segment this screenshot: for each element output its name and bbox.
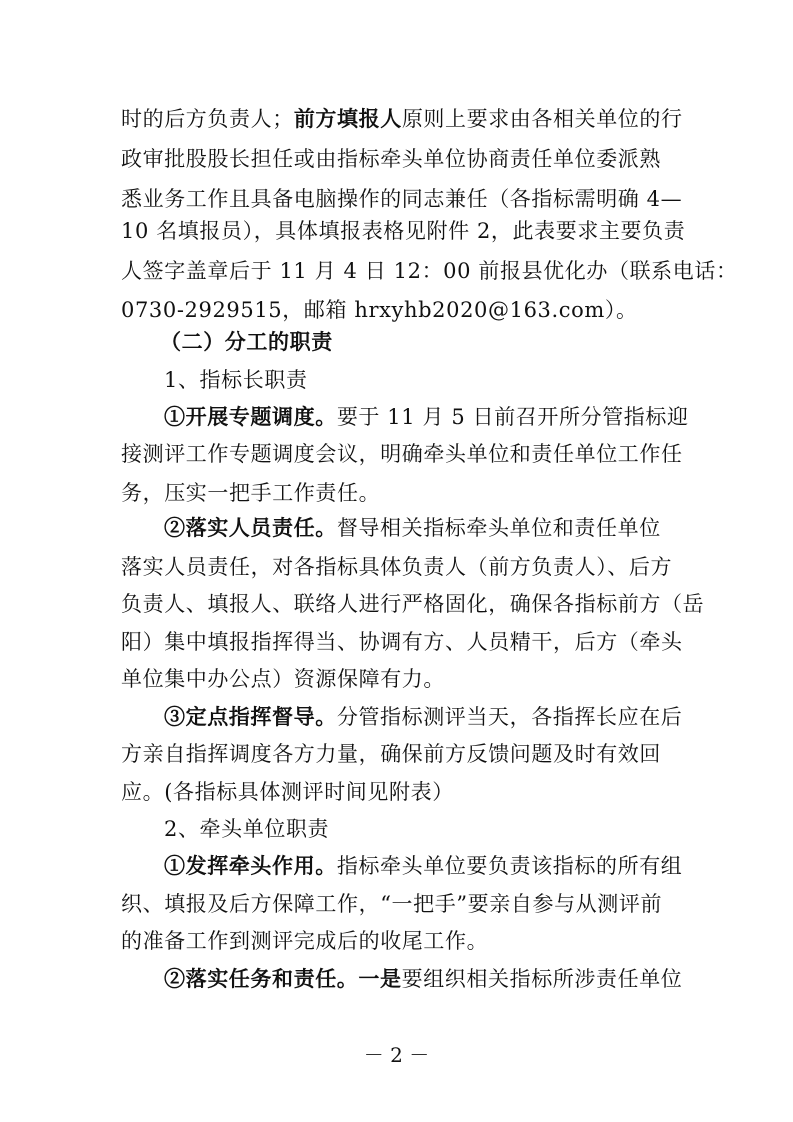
text-span: 要于 11 月 5 日前召开所分管指标迎	[336, 405, 689, 429]
text-line: 单位集中办公点）资源保障有力。	[121, 667, 445, 691]
bold-term: ②落实任务和责任。	[164, 966, 359, 991]
subsection-heading: 1、指标长职责	[164, 368, 308, 392]
text-line: 落实人员责任，对各指标具体负责人（前方负责人）、后方	[121, 555, 673, 579]
text-span: 要组织相关指标所涉责任单位	[401, 967, 683, 991]
text-line: 0730-2929515，邮箱 hrxyhb2020@163.com）。	[121, 298, 638, 322]
text-line: 织、填报及后方保障工作，“一把手”要亲自参与从测评前	[121, 892, 663, 916]
text-line: 方亲自指挥调度各方力量，确保前方反馈问题及时有效回	[121, 742, 661, 766]
text-span: 督导相关指标牵头单位和责任单位	[336, 516, 661, 540]
text-line	[164, 849, 682, 883]
text-line: 悉业务工作且具备电脑操作的同志兼任（各指标需明确 4—	[121, 187, 683, 211]
text-line: 阳）集中填报指挥得当、协调有方、人员精干，后方（牵头	[121, 630, 683, 654]
bold-term: 一是	[358, 966, 402, 991]
section-heading: （二）分工的职责	[160, 329, 333, 354]
text-line: 接测评工作专题调度会议，明确牵头单位和责任单位工作任	[121, 442, 683, 466]
text-line: 的准备工作到测评完成后的收尾工作。	[121, 929, 489, 953]
text-line	[121, 102, 683, 136]
text-line: 政审批股股长担任或由指标牵头单位协商责任单位委派熟	[121, 147, 661, 171]
text-line: 人签字盖章后于 11 月 4 日 12：00 前报县优化办（联系电话：	[121, 259, 738, 283]
text-line	[164, 511, 661, 545]
text-line	[164, 962, 682, 996]
bold-term: ①开展专题调度。	[164, 404, 337, 429]
text-span: 指标牵头单位要负责该指标的所有组	[336, 854, 683, 878]
text-line: 务，压实一把手工作责任。	[121, 481, 381, 505]
text-line: 负责人、填报人、联络人进行严格固化，确保各指标前方（岳	[121, 592, 705, 616]
text-line: 10 名填报员），具体填报表格见附件 2，此表要求主要负责	[121, 219, 686, 243]
text-line	[164, 400, 689, 434]
text-line	[164, 700, 682, 734]
bold-term: ②落实人员责任。	[164, 515, 337, 540]
text-line: 应。(各指标具体测评时间见附表）	[121, 780, 454, 804]
text-span: 时的后方负责人；	[121, 107, 294, 131]
bold-term: ①发挥牵头作用。	[164, 853, 337, 878]
bold-term: ③定点指挥督导。	[164, 704, 337, 729]
text-span: 分管指标测评当天，各指挥长应在后	[336, 705, 683, 729]
bold-term: 前方填报人	[293, 106, 402, 131]
text-span: 原则上要求由各相关单位的行	[401, 107, 683, 131]
page-number: － 2 －	[363, 1043, 430, 1067]
subsection-heading: 2、牵头单位职责	[164, 817, 330, 841]
